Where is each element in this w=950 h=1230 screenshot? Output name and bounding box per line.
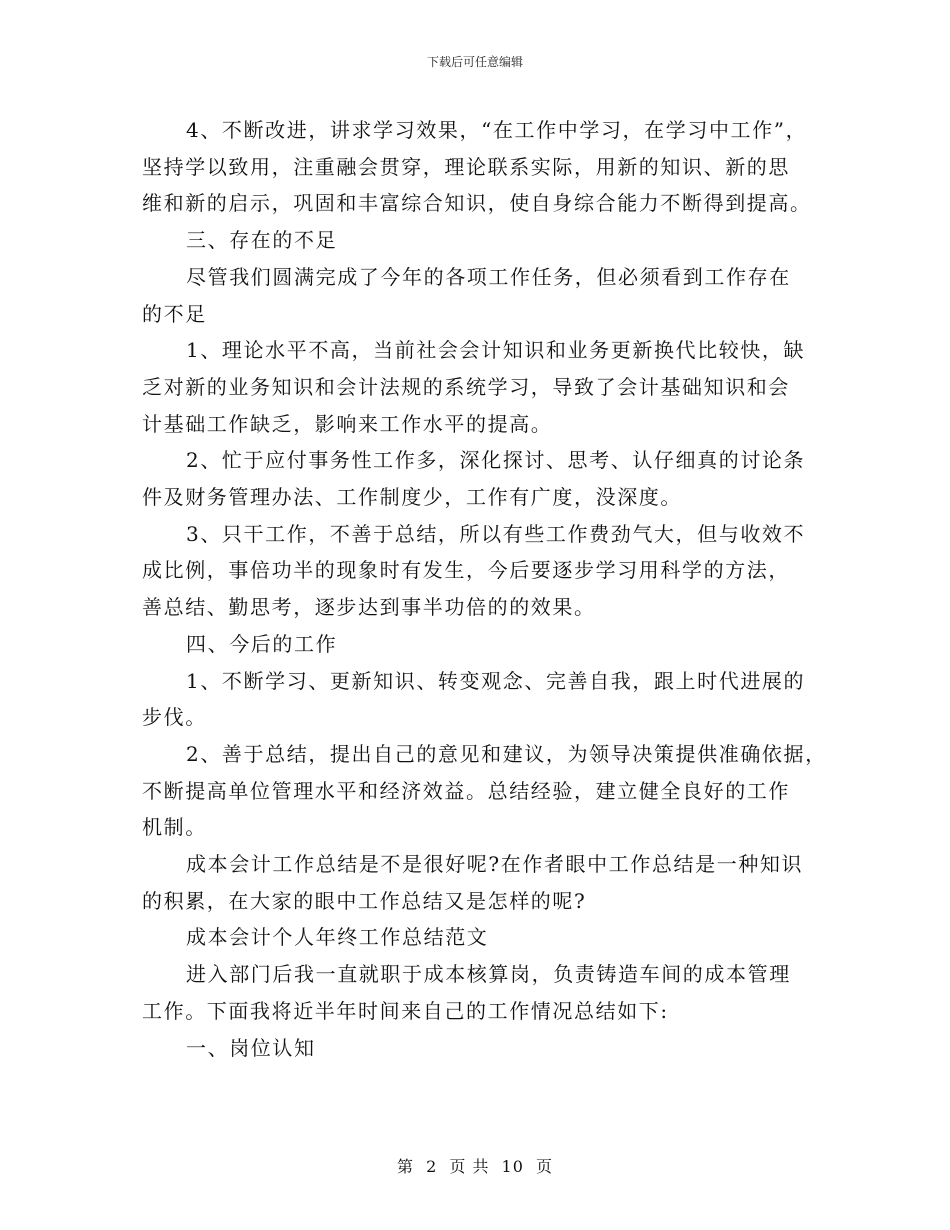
text-line: 件及财务管理办法、工作制度少，工作有广度，没深度。 xyxy=(142,485,682,510)
text-line: 工作。下面我将近半年时间来自己的工作情况总结如下: xyxy=(142,998,669,1023)
text-line: 步伐。 xyxy=(142,705,207,730)
text-line: 1、理论水平不高，当前社会会计知识和业务更新换代比较快，缺 xyxy=(186,338,806,363)
footer-suffix: 页 xyxy=(536,1157,554,1176)
text-line: 不断提高单位管理水平和经济效益。总结经验，建立健全良好的工作 xyxy=(142,778,790,803)
document-body xyxy=(142,112,827,1066)
text-line: 一、岗位认知 xyxy=(186,1035,316,1060)
text-line: 2、善于总结，提出自己的意见和建议，为领导决策提供准确依据， xyxy=(186,741,827,766)
footer-prefix: 第 xyxy=(396,1157,414,1176)
text-line: 成比例，事倍功半的现象时有发生，今后要逐步学习用科学的方法， xyxy=(142,558,790,583)
text-line: 3、只干工作，不善于总结，所以有些工作费劲气大，但与收效不 xyxy=(186,521,806,546)
text-line: 1、不断学习、更新知识、转变观念、完善自我，跟上时代进展的 xyxy=(186,668,806,693)
text-line: 维和新的启示，巩固和丰富综合知识，使自身综合能力不断得到提高。 xyxy=(142,191,812,216)
text-line: 三、存在的不足 xyxy=(186,228,338,253)
footer-page-number: 2 xyxy=(426,1157,438,1176)
text-line: 进入部门后我一直就职于成本核算岗，负责铸造车间的成本管理 xyxy=(186,962,791,987)
footer-middle: 页 共 xyxy=(449,1157,490,1176)
text-line: 善总结、勤思考，逐步达到事半功倍的的效果。 xyxy=(142,595,596,620)
text-line: 机制。 xyxy=(142,815,207,840)
footer-total-pages: 10 xyxy=(501,1157,524,1176)
text-line: 成本会计工作总结是不是很好呢?在作者眼中工作总结是一种知识 xyxy=(186,852,804,877)
text-line: 4、不断改进，讲求学习效果，“在工作中学习，在学习中工作”， xyxy=(186,118,808,142)
page-footer xyxy=(0,1157,950,1177)
text-line: 的积累，在大家的眼中工作总结又是怎样的呢? xyxy=(142,888,587,913)
text-line: 四、今后的工作 xyxy=(186,631,338,656)
text-line: 尽管我们圆满完成了今年的各项工作任务，但必须看到工作存在 xyxy=(186,264,791,289)
text-line: 坚持学以致用，注重融会贯穿，理论联系实际，用新的知识、新的思 xyxy=(142,154,790,179)
text-line: 成本会计个人年终工作总结范文 xyxy=(186,925,489,950)
text-line: 2、忙于应付事务性工作多，深化探讨、思考、认仔细真的讨论条 xyxy=(186,448,806,473)
text-line: 的不足 xyxy=(142,301,207,326)
text-line: 计基础工作缺乏，影响来工作水平的提高。 xyxy=(142,411,553,436)
page-header: 下载后可任意编辑 xyxy=(426,55,523,69)
text-line: 乏对新的业务知识和会计法规的系统学习，导致了会计基础知识和会 xyxy=(142,374,790,399)
